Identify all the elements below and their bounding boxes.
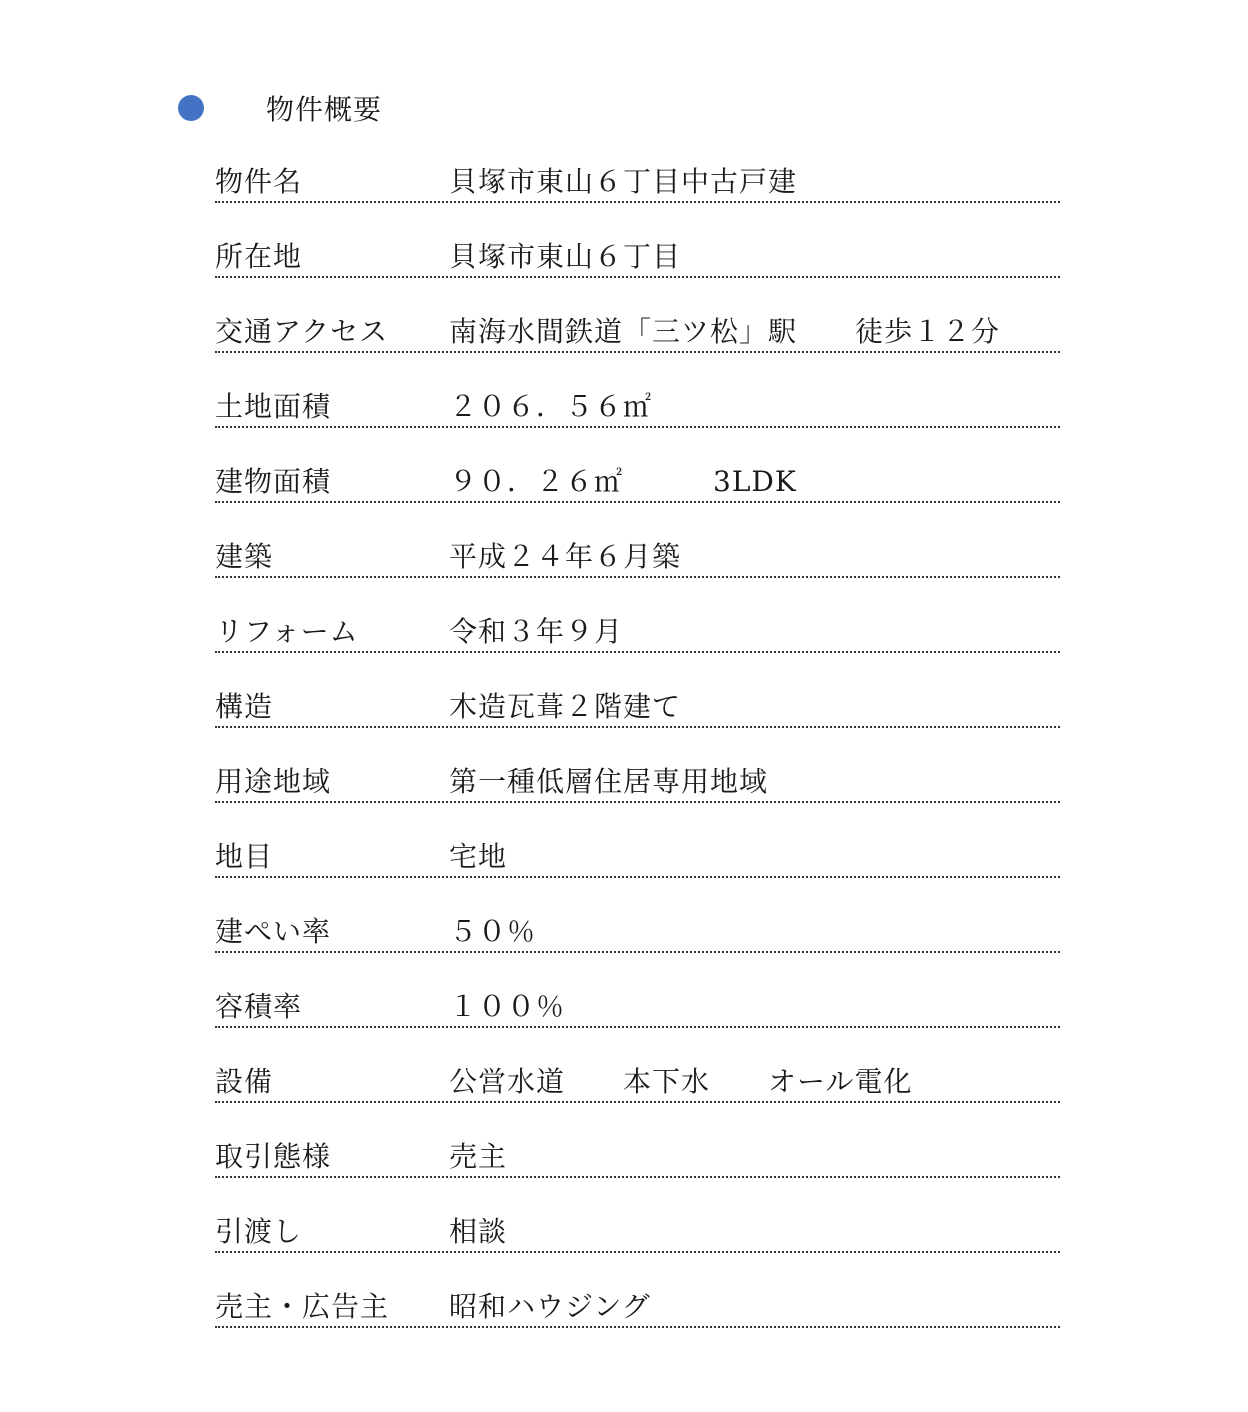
dotted-rule: [215, 501, 1060, 503]
dotted-rule: [215, 1176, 1060, 1178]
value-part: 売主: [449, 1140, 508, 1173]
row-label: 建物面積: [215, 465, 332, 498]
dotted-rule: [215, 801, 1060, 803]
dotted-rule: [215, 876, 1060, 878]
value-part: 昭和ハウジング: [449, 1290, 651, 1323]
value-part: 木造瓦葺２階建て: [449, 690, 682, 723]
row-structure: [215, 675, 1060, 750]
row-transaction-type: [215, 1125, 1060, 1200]
dotted-rule: [215, 651, 1060, 653]
row-value: [449, 315, 1000, 349]
row-label: 土地面積: [215, 390, 332, 423]
row-label: 建ぺい率: [215, 915, 332, 948]
value-part: 第一種低層住居専用地域: [449, 765, 769, 798]
dotted-rule: [215, 1101, 1060, 1103]
dotted-rule: [215, 951, 1060, 953]
row-access: [215, 300, 1060, 375]
row-land-category: [215, 825, 1060, 900]
row-label: 容積率: [215, 990, 303, 1023]
dotted-rule: [215, 1251, 1060, 1253]
row-value: [449, 1215, 507, 1249]
dotted-rule: [215, 426, 1060, 428]
row-label: 交通アクセス: [215, 315, 389, 348]
dotted-rule: [215, 576, 1060, 578]
row-label: 構造: [215, 690, 274, 723]
row-location: [215, 225, 1060, 300]
row-label: 取引態様: [215, 1140, 332, 1173]
row-label: 設備: [215, 1065, 274, 1098]
row-label: 所在地: [215, 240, 303, 273]
value-part: １００％: [449, 990, 566, 1023]
row-building-area: [215, 450, 1060, 525]
row-value: [449, 915, 536, 949]
value-part: 徒歩１２分: [855, 315, 1001, 348]
section-title: 物件概要: [266, 93, 383, 126]
section-heading: [178, 88, 382, 128]
row-label: 引渡し: [215, 1215, 303, 1248]
value-part: 貝塚市東山６丁目: [449, 240, 682, 273]
row-coverage-ratio: [215, 900, 1060, 975]
row-value: [449, 990, 565, 1024]
row-label: リフォーム: [215, 615, 359, 648]
row-value: [449, 1290, 651, 1324]
value-part: 平成２４年６月築: [449, 540, 682, 573]
row-value: [449, 165, 797, 199]
row-label: 用途地域: [215, 765, 332, 798]
value-part: ９０．２６㎡: [449, 465, 624, 498]
row-facilities: [215, 1050, 1060, 1125]
row-value: [449, 690, 681, 724]
row-property-name: [215, 150, 1060, 225]
value-part: 本下水: [623, 1065, 711, 1098]
row-handover: [215, 1200, 1060, 1275]
value-part: 宅地: [449, 840, 508, 873]
row-value: [449, 615, 623, 649]
value-part: 南海水間鉄道「三ツ松」駅: [449, 315, 798, 348]
row-value: [449, 840, 507, 874]
dotted-rule: [215, 351, 1060, 353]
dotted-rule: [215, 1326, 1060, 1328]
value-part: 3LDK: [713, 465, 797, 498]
value-part: 相談: [449, 1215, 508, 1248]
row-value: [449, 1140, 507, 1174]
row-land-area: [215, 375, 1060, 450]
row-label: 地目: [215, 840, 274, 873]
row-floor-area-ratio: [215, 975, 1060, 1050]
row-reform: [215, 600, 1060, 675]
value-part: ５０％: [449, 915, 537, 948]
value-part: 令和３年９月: [449, 615, 624, 648]
value-part: 貝塚市東山６丁目中古戸建: [449, 165, 798, 198]
row-built: [215, 525, 1060, 600]
row-zoning: [215, 750, 1060, 825]
property-summary-table: [215, 150, 1060, 1350]
row-label: 売主・広告主: [215, 1290, 390, 1323]
row-seller-advertiser: [215, 1275, 1060, 1350]
row-label: 物件名: [215, 165, 303, 198]
row-value: [449, 765, 768, 799]
row-value: [449, 240, 681, 274]
dotted-rule: [215, 1026, 1060, 1028]
row-value: [449, 1065, 912, 1099]
value-part: 公営水道: [449, 1065, 566, 1098]
dotted-rule: [215, 201, 1060, 203]
bullet-icon: [178, 95, 204, 121]
row-value: [449, 465, 797, 499]
value-part: ２０６．５６㎡: [449, 390, 653, 423]
row-value: [449, 390, 652, 424]
row-label: 建築: [215, 540, 274, 573]
value-part: オール電化: [768, 1065, 913, 1098]
row-value: [449, 540, 681, 574]
dotted-rule: [215, 276, 1060, 278]
dotted-rule: [215, 726, 1060, 728]
